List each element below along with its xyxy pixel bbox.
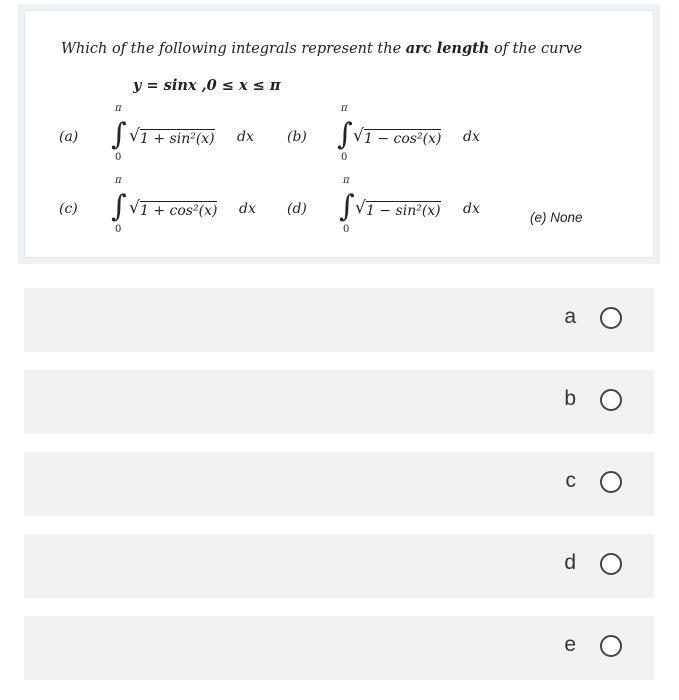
integral-sign-icon: ∫ (111, 189, 127, 224)
answer-option-e[interactable] (24, 616, 654, 680)
radicand: 1 + cos²(x) (140, 203, 218, 219)
lower-limit: 0 (115, 152, 122, 163)
answer-option-a[interactable] (24, 288, 654, 352)
integral-sign-icon: ∫ (337, 117, 353, 152)
sqrt-icon: √ (353, 126, 364, 146)
radio-button-icon[interactable] (600, 389, 622, 411)
question-text-pre: Which of the following integrals represent the (61, 41, 406, 57)
option-letter: (d) (287, 201, 307, 217)
radio-button-icon[interactable] (600, 553, 622, 575)
lower-limit: 0 (115, 224, 122, 235)
sqrt-icon: √ (355, 198, 366, 218)
differential: dx (463, 201, 480, 217)
sqrt-icon: √ (129, 198, 140, 218)
question-card (24, 10, 654, 258)
differential: dx (463, 129, 480, 145)
differential: dx (237, 129, 254, 145)
answer-option-c[interactable] (24, 452, 654, 516)
radio-button-icon[interactable] (600, 307, 622, 329)
option-letter: (a) (59, 129, 79, 145)
lower-limit: 0 (341, 152, 348, 163)
option-letter: (c) (59, 201, 78, 217)
sqrt-icon: √ (129, 126, 140, 146)
answer-option-d[interactable] (24, 534, 654, 598)
integral-sign-icon: ∫ (339, 189, 355, 224)
radicand: 1 − cos²(x) (364, 131, 442, 147)
radicand: 1 − sin²(x) (366, 203, 441, 219)
answer-label: a (564, 305, 576, 328)
upper-limit: π (115, 175, 122, 186)
answer-label: d (564, 551, 576, 574)
radio-button-icon[interactable] (600, 471, 622, 493)
answer-label: b (564, 387, 576, 410)
upper-limit: π (343, 175, 350, 186)
option-e-none: (e) None (530, 210, 583, 225)
upper-limit: π (115, 103, 122, 114)
radicand: 1 + sin²(x) (140, 131, 215, 147)
answer-label: e (564, 633, 576, 656)
question-text (61, 40, 582, 57)
option-letter: (b) (287, 129, 307, 145)
curve-equation: y = sinx ,0 ≤ x ≤ π (133, 77, 281, 94)
question-text-bold: arc length (405, 40, 490, 57)
upper-limit: π (341, 103, 348, 114)
differential: dx (239, 201, 256, 217)
answer-label: c (565, 469, 576, 492)
answer-option-b[interactable] (24, 370, 654, 434)
radio-button-icon[interactable] (600, 635, 622, 657)
lower-limit: 0 (343, 224, 350, 235)
question-text-post: of the curve (489, 41, 583, 57)
integral-sign-icon: ∫ (111, 117, 127, 152)
